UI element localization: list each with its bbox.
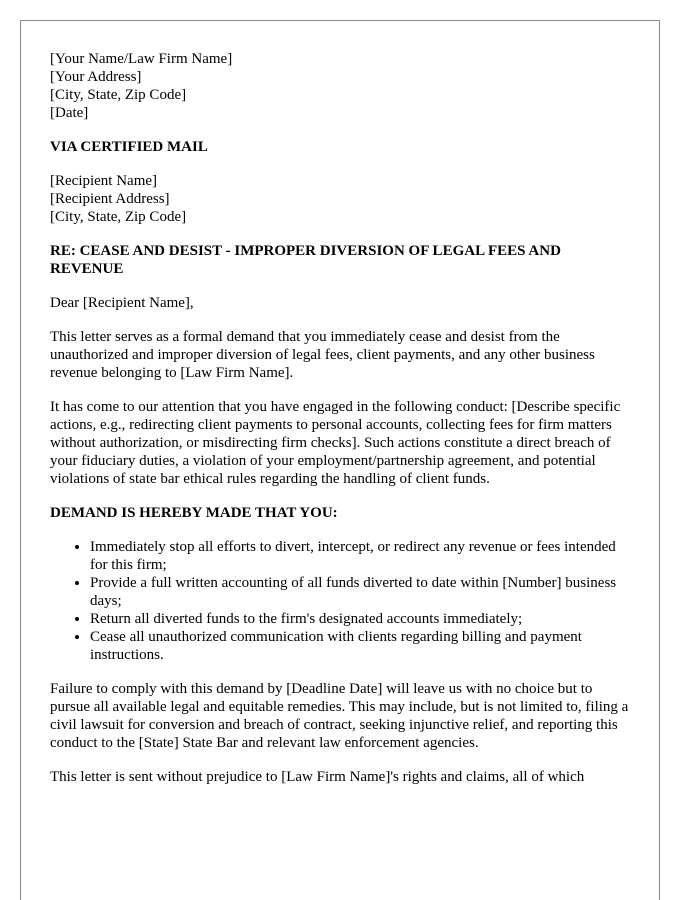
letter-date: [Date] <box>50 105 89 121</box>
demand-item: • Provide a full written accounting of all funds diverted to date within [Number] business days; <box>90 574 636 610</box>
conduct-paragraph: It has come to our attention that you have engaged in the following conduct: [Describe specific actions, e.g., redirecting client payments to personal accounts, collecting fees for firm matters without authorization, or misdirecting firm checks]. Such actions constitute a direct breach of your fiduciary duties, a violation of your employment/partnership agreement, and potential violations of state bar ethical rules regarding the handling of client funds. <box>50 399 621 487</box>
demand-item: • Immediately stop all efforts to divert, intercept, or redirect any revenue or fees intended for this firm; <box>90 538 636 574</box>
subject-line: RE: CEASE AND DESIST - IMPROPER DIVERSION OF LEGAL FEES AND REVENUE <box>50 243 561 277</box>
sender-block <box>50 50 636 122</box>
delivery-method: VIA CERTIFIED MAIL <box>50 139 208 155</box>
demand-item: • Cease all unauthorized communication with clients regarding billing and payment instructions. <box>90 628 636 664</box>
recipient-name: [Recipient Name] <box>50 173 158 189</box>
demand-item: • Return all diverted funds to the firm's designated accounts immediately; <box>90 610 636 628</box>
salutation: Dear [Recipient Name], <box>50 295 194 311</box>
sender-name: [Your Name/Law Firm Name] <box>50 51 233 67</box>
letter-body <box>50 50 636 802</box>
demand-list <box>50 538 636 664</box>
demand-heading: DEMAND IS HEREBY MADE THAT YOU: <box>50 505 338 521</box>
recipient-city-state-zip: [City, State, Zip Code] <box>50 209 187 225</box>
consequences-paragraph: Failure to comply with this demand by [Deadline Date] will leave us with no choice but to pursue all available legal and equitable remedies. This may include, but is not limited to, filing a civil lawsuit for conversion and breach of contract, seeking injunctive relief, and reporting this conduct to the [State] State Bar and relevant law enforcement agencies. <box>50 681 629 751</box>
sender-address: [Your Address] <box>50 69 142 85</box>
recipient-block <box>50 172 636 226</box>
prejudice-paragraph: This letter is sent without prejudice to [Law Firm Name]'s rights and claims, all of which <box>50 769 585 785</box>
recipient-address: [Recipient Address] <box>50 191 170 207</box>
intro-paragraph: This letter serves as a formal demand that you immediately cease and desist from the unauthorized and improper diversion of legal fees, client payments, and any other business revenue belonging to [Law Firm Name]. <box>50 329 595 381</box>
letter-page <box>20 20 660 900</box>
sender-city-state-zip: [City, State, Zip Code] <box>50 87 187 103</box>
